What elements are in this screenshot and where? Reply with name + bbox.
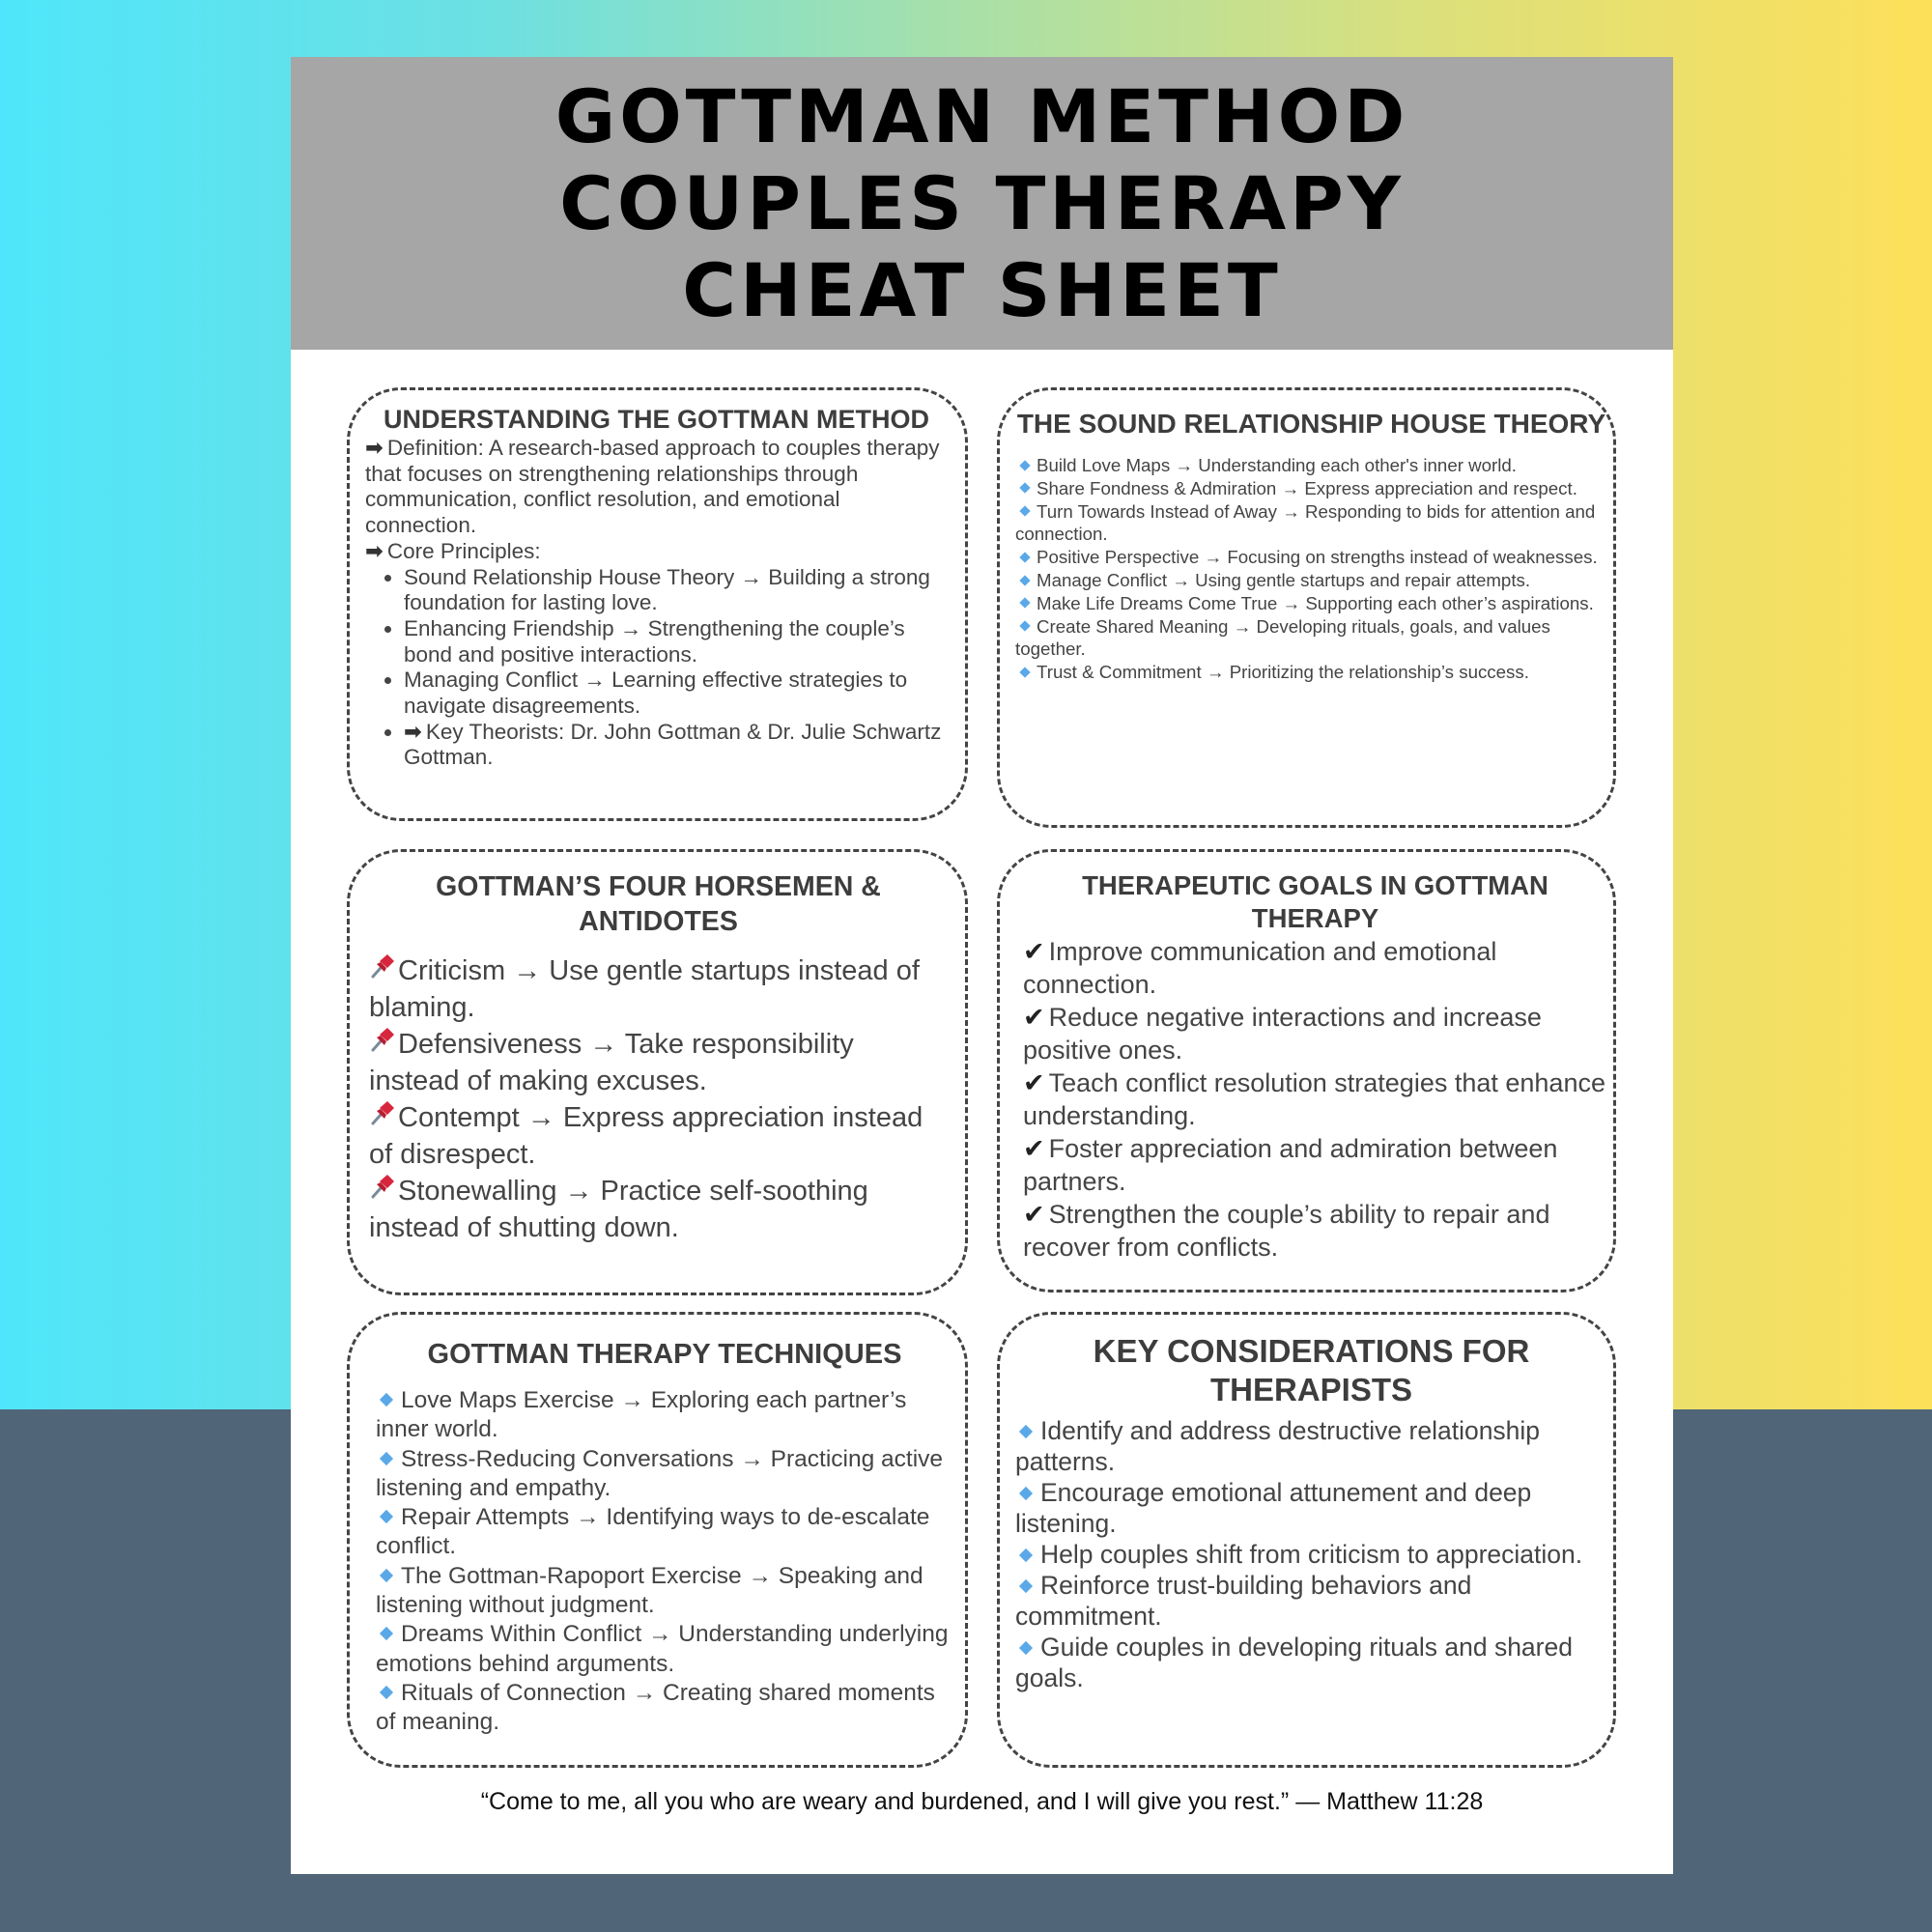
list-item [1015,1415,1607,1477]
list-item [1015,592,1607,615]
list-item [376,1445,953,1504]
item-text: Positive Perspective → Focusing on strengths instead of weaknesses. [1037,547,1598,568]
definition-text: Definition: A research-based approach to couples therapy that focuses on strengthening relationships through communication, conflict resolution, and emotional connection. [365,436,940,538]
item-text: Reduce negative interactions and increase positive ones. [1023,1003,1542,1065]
list-item [1015,1539,1607,1570]
blue-diamond-icon [380,1627,393,1640]
list-item [1015,477,1607,500]
core-principles-text: Core Principles: [386,538,541,563]
item-text: Turn Towards Instead of Away → Responding to bids for attention and connection. [1015,500,1596,545]
list-item [1015,546,1607,569]
list-item [1023,935,1607,1001]
blue-diamond-icon [1019,1424,1033,1437]
footer-quote: “Come to me, all you who are weary and burdened, and I will give you rest.” — Matthew 11:28 [480,1788,1484,1815]
item-text: Identify and address destructive relationship patterns. [1015,1416,1541,1476]
item-text: Foster appreciation and admiration between partners. [1023,1134,1558,1196]
list-item: • Enhancing Friendship → Strengthening the couple’s bond and positive interactions. [404,616,948,668]
item-text: Reinforce trust-building behaviors and commitment. [1015,1571,1472,1631]
item-text: Trust & Commitment → Prioritizing the relationship’s success. [1037,662,1529,683]
blue-diamond-icon [380,1452,393,1465]
blue-diamond-icon [1019,598,1030,609]
item-text: Stress-Reducing Conversations → Practicing active listening and empathy. [376,1445,944,1501]
section-body [369,952,948,1246]
section-therapeutic-goals [997,849,1616,1293]
item-text: Manage Conflict → Using gentle startups and repair attempts. [1037,569,1531,590]
item-text: Guide couples in developing rituals and shared goals. [1015,1633,1573,1692]
blue-diamond-icon [1019,483,1030,494]
item-text: Create Shared Meaning → Developing rituals, goals, and values together. [1015,615,1550,660]
checkmark-icon: ✔ [1023,1200,1045,1229]
blue-diamond-icon [1019,505,1030,516]
item-text: Build Love Maps → Understanding each other's inner world. [1037,455,1517,475]
blue-diamond-icon [1019,1548,1033,1561]
list-item [1015,1632,1607,1693]
item-text: Contempt → Express appreciation instead of disrespect. [369,1102,923,1170]
checkmark-icon: ✔ [1023,1068,1045,1097]
section-therapy-techniques [347,1312,968,1768]
item-text: Improve communication and emotional connection. [1023,937,1497,999]
list-item [369,1026,948,1099]
section-body [1023,935,1607,1264]
list-item [376,1386,953,1445]
section-key-considerations [997,1312,1616,1768]
list-item [369,952,948,1026]
pushpin-icon [369,1099,398,1137]
cheat-sheet-page [291,57,1673,1874]
arrow-right-icon: ➡ [404,719,422,744]
blue-diamond-icon [1019,460,1030,470]
principles-list [365,565,948,772]
theorists-text: Key Theorists: Dr. John Gottman & Dr. Julie Schwartz Gottman. [404,719,942,770]
item-text: Make Life Dreams Come True → Supporting each other’s aspirations. [1037,592,1594,613]
section-sound-relationship-house [997,387,1616,828]
section-body [1015,1415,1607,1693]
list-item [1015,1570,1607,1632]
list-item [376,1562,953,1621]
list-item [376,1679,953,1738]
title-line-2: COUPLES THERAPY [559,159,1405,246]
blue-diamond-icon [1019,552,1030,562]
list-item [369,1173,948,1246]
list-item [1015,454,1607,477]
arrow-right-icon: ➡ [365,538,384,563]
section-title: KEY CONSIDERATIONS FOR THERAPISTS [1093,1333,1530,1407]
list-item [1015,661,1607,684]
item-text: Share Fondness & Admiration → Express appreciation and respect. [1037,477,1577,498]
list-item [1015,500,1607,547]
section-title: THERAPEUTIC GOALS IN GOTTMAN THERAPY [1082,870,1548,933]
item-text: Rituals of Connection → Creating shared moments of meaning. [376,1679,935,1736]
checkmark-icon: ✔ [1023,1003,1045,1032]
checkmark-icon: ✔ [1023,1134,1045,1163]
title-line-1: GOTTMAN METHOD [554,72,1409,159]
item-text: Criticism → Use gentle startups instead of blaming. [369,955,920,1023]
blue-diamond-icon [1019,667,1030,677]
list-item: • Sound Relationship House Theory → Building a strong foundation for lasting love. [404,565,948,616]
blue-diamond-icon [380,1510,393,1523]
pushpin-icon [369,1173,398,1210]
list-item [1023,1066,1607,1132]
section-body [1015,454,1607,684]
blue-diamond-icon [1019,1578,1033,1592]
arrow-right-icon: ➡ [365,436,384,460]
item-text: The Gottman-Rapoport Exercise → Speaking and listening without judgment. [376,1562,923,1619]
item-text: Dreams Within Conflict → Understanding underlying emotions behind arguments. [376,1621,949,1677]
item-text: Teach conflict resolution strategies that enhance understanding. [1023,1068,1605,1130]
list-item [1015,569,1607,592]
section-title: UNDERSTANDING THE GOTTMAN METHOD [384,405,929,434]
blue-diamond-icon [1019,575,1030,585]
section-title: THE SOUND RELATIONSHIP HOUSE THEORY [1016,409,1606,439]
item-text: Love Maps Exercise → Exploring each partner’s inner world. [376,1387,907,1443]
list-item [1023,1001,1607,1066]
item-text: Strengthen the couple’s ability to repair and recover from conflicts. [1023,1200,1550,1262]
list-item [1023,1132,1607,1198]
blue-diamond-icon [380,1686,393,1699]
blue-diamond-icon [380,1569,393,1582]
list-item [376,1503,953,1562]
list-item [1015,1477,1607,1539]
blue-diamond-icon [1019,1640,1033,1654]
section-title: GOTTMAN THERAPY TECHNIQUES [427,1339,902,1370]
item-text: Help couples shift from criticism to appreciation. [1040,1540,1583,1569]
blue-diamond-icon [1019,1486,1033,1499]
section-body [376,1386,953,1738]
list-item [1023,1198,1607,1264]
section-title: GOTTMAN’S FOUR HORSEMEN & ANTIDOTES [436,871,881,937]
section-body [365,436,948,771]
blue-diamond-icon [380,1393,393,1406]
pushpin-icon [369,952,398,990]
item-text: Stonewalling → Practice self-soothing instead of shutting down. [369,1176,868,1243]
section-understanding [347,387,968,821]
pushpin-icon [369,1026,398,1064]
item-text: Repair Attempts → Identifying ways to de-escalate conflict. [376,1504,930,1560]
core-principles-label [365,539,948,565]
header-banner [291,57,1673,350]
list-item [369,1099,948,1173]
item-text: Defensiveness → Take responsibility instead of making excuses. [369,1029,854,1096]
checkmark-icon: ✔ [1023,937,1045,966]
list-item: • Managing Conflict → Learning effective strategies to navigate disagreements. [404,668,948,719]
item-text: Encourage emotional attunement and deep listening. [1015,1478,1532,1538]
page-title [555,73,1409,334]
section-four-horsemen [347,849,968,1295]
list-item [376,1620,953,1679]
definition-item [365,436,948,539]
blue-diamond-icon [1019,620,1030,631]
list-item [1015,615,1607,662]
title-line-3: CHEAT SHEET [682,246,1282,333]
list-item-theorists [404,720,948,771]
